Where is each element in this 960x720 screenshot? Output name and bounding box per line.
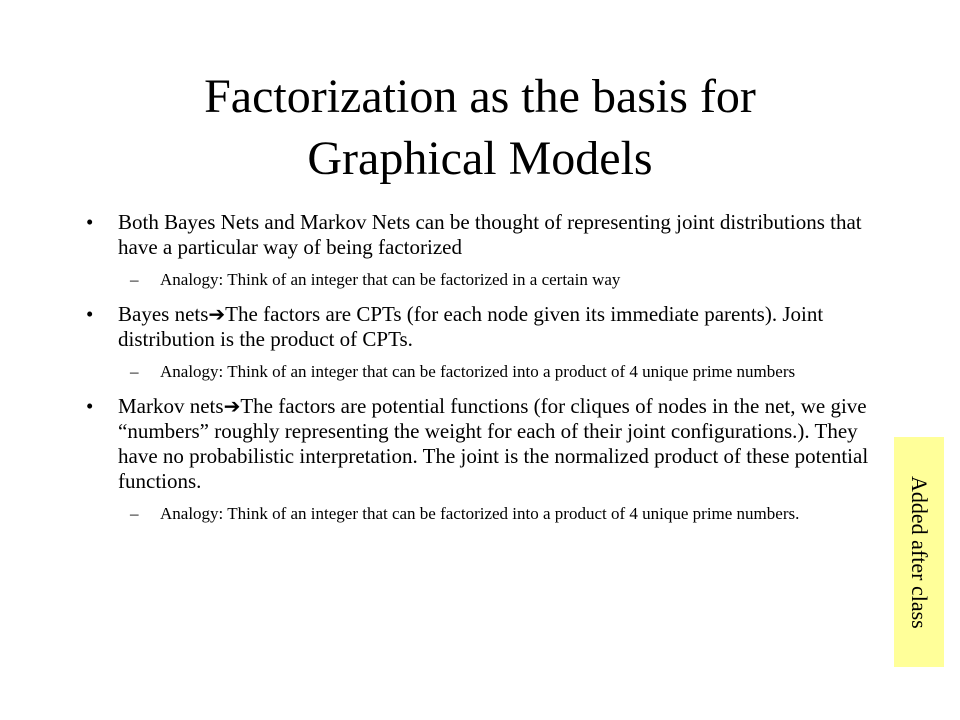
bullet-1 <box>80 210 880 260</box>
bullet-3-lead: Markov nets <box>118 394 224 418</box>
bullet-3-text: The factors are potential functions (for cliques of nodes in the net, we give “numbers” roughly representing the weight for each of their joint configurations.). They have no probabilistic interpretation. The joint is the normalized product of these potential functions. <box>118 394 869 493</box>
sub-bullet-1 <box>80 270 880 290</box>
slide-title <box>0 66 960 190</box>
slide-title-line-2: Graphical Models <box>307 132 653 185</box>
sub-bullet-marker: – <box>130 362 139 381</box>
bullet-2 <box>80 302 880 352</box>
bullet-1-text: Both Bayes Nets and Markov Nets can be thought of representing joint distributions that have a particular way of being factorized <box>118 210 862 259</box>
slide-body <box>80 210 880 536</box>
bullet-3 <box>80 394 880 494</box>
slide-title-line-1: Factorization as the basis for <box>204 70 756 123</box>
sub-bullet-marker: – <box>130 270 139 289</box>
bullet-marker: • <box>86 210 94 234</box>
added-after-class-note <box>894 437 944 667</box>
bullet-2-text: The factors are CPTs (for each node given its immediate parents). Joint distribution is the product of CPTs. <box>118 302 824 351</box>
sub-bullet-marker: – <box>130 504 139 523</box>
sub-bullet-3 <box>80 504 880 524</box>
right-arrow-icon: ➔ <box>208 302 226 326</box>
sub-bullet-2-text: Analogy: Think of an integer that can be factorized into a product of 4 unique prime numbers <box>160 362 796 381</box>
sub-bullet-1-text: Analogy: Think of an integer that can be factorized in a certain way <box>160 270 621 289</box>
bullet-2-lead: Bayes nets <box>118 302 209 326</box>
sub-bullet-3-text: Analogy: Think of an integer that can be factorized into a product of 4 unique prime numbers. <box>160 504 800 523</box>
side-note-text: Added after class <box>907 475 932 629</box>
bullet-marker: • <box>86 394 94 418</box>
sub-bullet-2 <box>80 362 880 382</box>
bullet-marker: • <box>86 302 94 326</box>
right-arrow-icon: ➔ <box>223 394 241 418</box>
